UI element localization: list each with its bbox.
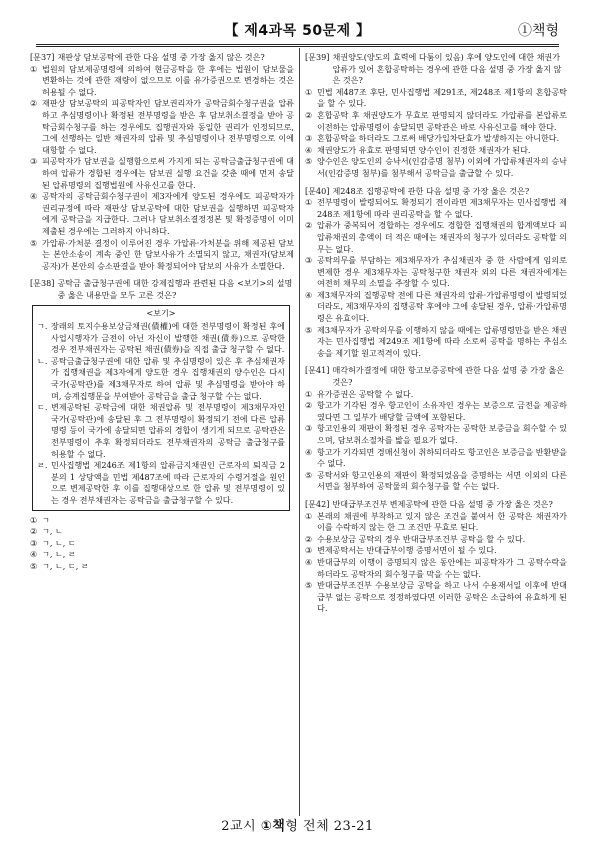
option-3[interactable]: ③ 공탁의무를 부담하는 제3채무자가 추심채권자 중 한 사람에게 임의로 변제한 경우 제3채무자는 공탁청구한 채권자 외의 다른 채권자에게는 여전히 채무의 소멸을 주장할 수 있다.	[305, 255, 567, 289]
option-5[interactable]: ⑤ 제3채무자가 공탁의무를 이행하지 않을 때에는 압류명령만을 받은 채권자는 민사집행법 제249조 제1항에 따라 소로써 공탁을 명하는 추심소송을 제기할 원고적격이 있다.	[305, 324, 567, 358]
bogi-box	[32, 305, 290, 510]
option-5[interactable]: ⑤ 반대급부조건부 수용보상금 공탁을 하고 나서 수용재서일 이후에 반대급부 없는 공탁으로 정정하였다면 이러한 공탁은 소급하여 유효하게 된다.	[305, 580, 567, 614]
question-stem: 반대급부조건부 변제공탁에 관한 다음 설명 중 가장 옳은 것은?	[332, 498, 553, 509]
option-5[interactable]: ⑤ 양수인은 양도인의 승낙서(인감증명 첨부) 이외에 가압류채권자의 승낙서(인감증명 첨부)를 첨부해서 공탁금을 출급할 수 있다.	[305, 156, 567, 178]
option-3[interactable]: ③ 혼합공탁을 하더라도 그로써 배당가입차단효가 발생하지는 아니한다.	[305, 133, 560, 144]
column-divider	[299, 48, 300, 816]
page-header	[36, 20, 559, 42]
session-label: 2교시	[221, 819, 257, 834]
question-stem: 재판상 담보공탁에 관한 다음 설명 중 가장 옳지 않은 것은?	[57, 52, 265, 62]
question-37	[30, 52, 294, 272]
option-1[interactable]: ① 본래의 채권에 부착하고 있지 않은 조건을 붙여서 한 공탁은 채권자가 이를 수락하지 않는 한 그 조건만 무효로 된다.	[305, 510, 567, 533]
bogi-item-c: ㄷ. 변제공탁된 공탁금에 대한 채권압류 및 전부명령이 제3채무자인 국가(공탁관)에 송달된 후 그 전부명령이 확정되기 전에 다른 압류명령 등이 국가에 송달되면 압류의 경합이 생기게 되므로 공탁관은 전부명령이 추후 확정되더라도 전부채권자의 공탁금 출급청구를 허용할 수 없다.	[37, 402, 285, 459]
question-38	[30, 278, 294, 572]
page-title: 【 제4과목 50문제 】	[224, 23, 371, 39]
option-5[interactable]: ⑤ 가압류·가처분 결정이 이루어진 경우 가압류·가처분을 위해 제공된 담보는 본안소송이 계속 중인 한 담보사유가 소멸되지 않고, 채권자(담보제공자)가 본안의 승소판결을 받아 확정되어야 담보의 사유가 소멸한다.	[30, 237, 294, 271]
page-footer	[0, 815, 595, 834]
question-41	[305, 365, 567, 493]
option-3[interactable]: ③ ㄱ, ㄴ, ㄷ	[30, 537, 76, 548]
option-4[interactable]: ④ 공탁자의 공탁금회수청구권이 제3자에게 양도된 경우에도 피공탁자가 권리규정에 따라 재판상 담보공탁에 대한 담보권을 실행하면 피공탁자에게 공탁금을 지급한다. 그러나 담보취소결정정본 및 확정증명이 이미 제출된 경우에는 그러하지 아니하다.	[30, 191, 294, 236]
option-4[interactable]: ④ 항고가 기각되면 경매신청이 취하되더라도 항고인은 보증금을 반환받을 수 없다.	[305, 446, 567, 469]
question-number: [문39]	[305, 52, 330, 62]
option-5[interactable]: ⑤ ㄱ, ㄴ, ㄷ, ㄹ	[30, 560, 89, 571]
option-4[interactable]: ④ 채권양도가 유효로 판명되면 양수인이 진정한 채권자가 된다.	[305, 144, 531, 155]
option-1[interactable]: ① ㄱ	[30, 514, 50, 525]
question-number: [문38]	[30, 278, 55, 289]
question-stem: 채권양도(양도의 효력에 다툼이 있음) 후에 양도인에 대한 채권가압류가 있어 혼합공탁하는 경우에 관한 다음 설명 중 가장 옳지 않은 것은?	[332, 52, 562, 86]
header-rule	[36, 44, 559, 45]
bogi-item-d: ㄹ. 민사집행법 제246조 제1항의 압류금지채권인 근로자의 퇴직금 2분의 1 상당액을 민법 제487조에 따라 근로자의 수령거절을 원인으로 변제공탁한 후 이를 집행대상으로 한 압류 및 전부명령이 있는 경우 전부채권자는 공탁금을 출급청구할 수 있다.	[37, 460, 285, 505]
question-40	[305, 186, 567, 360]
bogi-item-a: ㄱ. 장래의 토지수용보상금채권(債權)에 대한 전부명령이 확정된 후에 사업시행자가 금전이 아닌 자신이 발행한 채권(債券)으로 공탁한 경우 전부채권자는 공탁된 채권(債券)을 직접 출급 청구할 수 없다.	[37, 321, 285, 355]
option-2[interactable]: ② 압류가 중복되어 경합하는 경우에도 경합한 집행채권의 합계액보다 피압류채권의 총액이 더 적은 때에는 채권자의 청구가 있더라도 공탁할 의무는 없다.	[305, 220, 567, 254]
question-number: [문41]	[305, 365, 330, 376]
question-number: [문37]	[30, 52, 55, 62]
option-4[interactable]: ④ 반대급부의 이행이 증명되지 않은 동안에는 피공탁자가 그 공탁수락을 하더라도 공탁자의 회수청구를 막을 수는 없다.	[305, 556, 567, 579]
left-column	[30, 52, 294, 579]
option-2[interactable]: ② 항고가 기각된 경우 항고인이 소유자인 경우는 보증으로 금전을 제공하였다면 그 일부가 배당할 금액에 포함된다.	[305, 400, 567, 422]
option-4[interactable]: ④ ㄱ, ㄴ, ㄹ	[30, 549, 76, 560]
question-stem: 매각허가결정에 대한 항고보증공탁에 관한 다음 설명 중 가장 옳은 것은?	[332, 365, 565, 388]
option-4[interactable]: ④ 제3채무자의 집행공탁 전에 다른 채권자의 압류·가압류명령이 발령되었더라도, 제3채무자의 집행공탁 후에야 그에 송달된 경우, 압류·가압류명령은 유효이다.	[305, 289, 567, 324]
option-3[interactable]: ③ 항고인용의 재판이 확정된 경우 공탁자는 공탁한 보증금을 회수할 수 있으며, 담보취소절차를 밟을 필요가 없다.	[305, 423, 567, 445]
bogi-title: <보기>	[146, 308, 176, 319]
option-1[interactable]: ① 유가증권은 공탁할 수 없다.	[305, 388, 414, 399]
question-39	[305, 52, 567, 180]
option-5[interactable]: ⑤ 공탁서와 항고인용의 재판이 확정되었음을 증명하는 서면 이외의 다른 서면을 첨부하여 공탁물의 회수청구를 할 수는 없다.	[305, 469, 567, 492]
option-3[interactable]: ③ 변제공탁서는 반대급부이행 증명서면이 될 수 있다.	[305, 545, 497, 556]
header-rule-thin	[36, 46, 559, 47]
question-number: [문42]	[305, 498, 330, 509]
option-2[interactable]: ② 재판상 담보공탁의 피공탁자인 담보권리자가 공탁금회수청구권을 압류하고 추심명령이나 확정된 전부명령을 받은 후 담보취소결정을 받아 공탁금회수청구를 하는 경우에도 집행권자와 동일한 권리가 인정되므로, 그에 선행하는 일반 채권자의 압류 및 추심명령이나 전부명령으로 이에 대항할 수 없다.	[30, 98, 294, 155]
footer-form-label: ①책	[260, 819, 286, 834]
question-42	[305, 499, 567, 615]
question-stem: 공탁금 출급청구권에 대한 강제집행과 관련된 다음 <보기>의 설명 중 옳은 내용만을 모두 고른 것은?	[57, 278, 293, 300]
right-column	[305, 52, 567, 621]
bogi-item-b: ㄴ. 공탁금출급청구권에 대한 압류 및 추심명령이 있은 후 추심채권자가 집행채권을 제3자에게 양도한 경우 집행채권의 양수인은 다시 국가(공탁관)를 제3채무자로 하여 압류 및 추심명령을 받아야 하며, 승계집행문을 부여받아 공탁금을 출급 청구할 수는 없다.	[37, 355, 285, 401]
option-2[interactable]: ② 혼합공탁 후 채권양도가 무효로 판명되지 않더라도 가압류를 본압류로 이전하는 압류명령이 송달되면 공탁관은 바로 사유신고를 해야 한다.	[305, 109, 567, 132]
booklet-form-label: ①책형	[517, 23, 559, 39]
question-number: [문40]	[305, 185, 330, 196]
option-2[interactable]: ② ㄱ, ㄴ	[30, 526, 63, 537]
option-1[interactable]: ① 민법 제487조 후단, 민사집행법 제291조, 제248조 제1항의 혼합공탁을 할 수 있다.	[305, 86, 567, 109]
option-2[interactable]: ② 수용보상금 공탁의 경우 반대급부조건부 공탁을 할 수 있다.	[305, 533, 526, 544]
page-indicator: 형 전체 23-21	[285, 819, 374, 834]
option-1[interactable]: ① 전부명령이 발령되어도 확정되기 전이라면 제3채무자는 민사집행법 제248조 제1항에 따라 권리공탁을 할 수 없다.	[305, 197, 567, 219]
option-3[interactable]: ③ 피공탁자가 담보권을 실행함으로써 가지게 되는 공탁금출급청구권에 대하여 압류가 경합된 경우에는 담보권 실행 요건을 갖춘 때에 먼저 송달된 압류명령의 집행법원에 사유신고를 한다.	[30, 156, 294, 190]
option-1[interactable]: ① 법원의 담보제공명령에 의하여 현금공탁을 한 후에는 법원이 담보물을 변환하는 것에 관한 재량이 없으므로 이를 유가증권으로 변경하는 것은 허용될 수 없다.	[30, 63, 294, 97]
question-stem: 제248조 집행공탁에 관한 다음 설명 중 가장 옳은 것은?	[332, 185, 530, 196]
